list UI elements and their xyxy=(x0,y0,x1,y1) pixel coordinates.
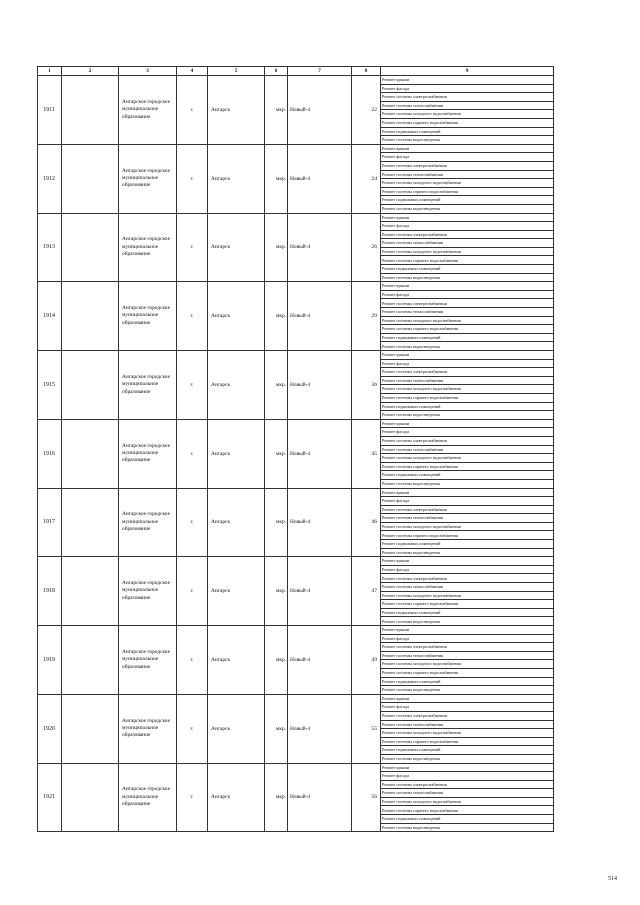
work-item: Ремонт системы водоотведения xyxy=(381,823,554,832)
work-item: Ремонт системы горячего водоснабжения xyxy=(381,737,554,746)
work-item: Ремонт системы горячего водоснабжения xyxy=(381,187,554,196)
row-number: 1918 xyxy=(38,557,62,626)
house-number: 56 xyxy=(352,763,381,832)
municipality-name: Ангарское городское муниципальное образование xyxy=(119,282,177,351)
table-row xyxy=(38,76,554,85)
work-item: Ремонт крыши xyxy=(381,144,554,153)
work-item: Ремонт подвальных помещений xyxy=(381,815,554,824)
street-name: Новый-4 xyxy=(288,419,352,488)
work-item: Ремонт системы электроснабжения xyxy=(381,161,554,170)
work-item: Ремонт системы водоотведения xyxy=(381,479,554,488)
work-item: Ремонт фасада xyxy=(381,772,554,781)
table-row xyxy=(38,694,554,703)
house-number: 49 xyxy=(352,626,381,695)
work-item: Ремонт системы водоотведения xyxy=(381,342,554,351)
work-item: Ремонт системы горячего водоснабжения xyxy=(381,256,554,265)
header-col-2: 2 xyxy=(62,67,119,76)
work-item: Ремонт системы теплоснабжения xyxy=(381,789,554,798)
street-type: мкр. xyxy=(265,419,288,488)
work-item: Ремонт системы холодного водоснабжения xyxy=(381,522,554,531)
house-number: 24 xyxy=(352,144,381,213)
table-row xyxy=(38,213,554,222)
table-row xyxy=(38,282,554,291)
work-item: Ремонт фасада xyxy=(381,359,554,368)
work-item: Ремонт подвальных помещений xyxy=(381,265,554,274)
street-name: Новый-4 xyxy=(288,351,352,420)
work-item: Ремонт системы электроснабжения xyxy=(381,711,554,720)
table-row xyxy=(38,626,554,635)
row-empty-col xyxy=(62,76,119,145)
municipality-name: Ангарское городское муниципальное образование xyxy=(119,557,177,626)
settlement-name: Ангарск xyxy=(208,213,265,282)
work-item: Ремонт подвальных помещений xyxy=(381,333,554,342)
work-item: Ремонт системы теплоснабжения xyxy=(381,239,554,248)
row-number: 1920 xyxy=(38,694,62,763)
house-number: 45 xyxy=(352,419,381,488)
settlement-name: Ангарск xyxy=(208,144,265,213)
work-item: Ремонт системы электроснабжения xyxy=(381,574,554,583)
work-item: Ремонт системы холодного водоснабжения xyxy=(381,591,554,600)
street-name: Новый-4 xyxy=(288,76,352,145)
row-empty-col xyxy=(62,763,119,832)
header-col-9: 9 xyxy=(381,67,554,76)
row-number: 1916 xyxy=(38,419,62,488)
work-item: Ремонт подвальных помещений xyxy=(381,127,554,136)
work-item: Ремонт системы холодного водоснабжения xyxy=(381,179,554,188)
street-type: мкр. xyxy=(265,626,288,695)
work-item: Ремонт системы теплоснабжения xyxy=(381,583,554,592)
work-item: Ремонт системы теплоснабжения xyxy=(381,445,554,454)
table-row xyxy=(38,488,554,497)
work-item: Ремонт системы теплоснабжения xyxy=(381,308,554,317)
work-item: Ремонт крыши xyxy=(381,282,554,291)
street-name: Новый-4 xyxy=(288,213,352,282)
settlement-type: г. xyxy=(177,763,208,832)
work-item: Ремонт подвальных помещений xyxy=(381,196,554,205)
row-empty-col xyxy=(62,213,119,282)
work-item: Ремонт системы холодного водоснабжения xyxy=(381,385,554,394)
street-name: Новый-4 xyxy=(288,557,352,626)
header-col-4: 4 xyxy=(177,67,208,76)
work-item: Ремонт системы теплоснабжения xyxy=(381,514,554,523)
work-item: Ремонт системы водоотведения xyxy=(381,617,554,626)
work-item: Ремонт системы холодного водоснабжения xyxy=(381,316,554,325)
municipality-name: Ангарское городское муниципальное образование xyxy=(119,763,177,832)
street-type: мкр. xyxy=(265,144,288,213)
work-item: Ремонт фасада xyxy=(381,634,554,643)
work-item: Ремонт крыши xyxy=(381,694,554,703)
work-item: Ремонт системы электроснабжения xyxy=(381,643,554,652)
row-number: 1919 xyxy=(38,626,62,695)
header-col-3: 3 xyxy=(119,67,177,76)
settlement-name: Ангарск xyxy=(208,351,265,420)
work-item: Ремонт фасада xyxy=(381,222,554,231)
street-type: мкр. xyxy=(265,557,288,626)
street-type: мкр. xyxy=(265,351,288,420)
header-col-7: 7 xyxy=(288,67,352,76)
house-number: 55 xyxy=(352,694,381,763)
work-item: Ремонт фасада xyxy=(381,565,554,574)
municipality-name: Ангарское городское муниципальное образование xyxy=(119,626,177,695)
settlement-type: г. xyxy=(177,694,208,763)
row-number: 1915 xyxy=(38,351,62,420)
settlement-type: г. xyxy=(177,282,208,351)
work-item: Ремонт системы холодного водоснабжения xyxy=(381,729,554,738)
work-item: Ремонт системы теплоснабжения xyxy=(381,170,554,179)
row-empty-col xyxy=(62,351,119,420)
table-row xyxy=(38,763,554,772)
settlement-name: Ангарск xyxy=(208,282,265,351)
settlement-type: г. xyxy=(177,144,208,213)
work-item: Ремонт системы водоотведения xyxy=(381,754,554,763)
house-number: 47 xyxy=(352,557,381,626)
street-name: Новый-4 xyxy=(288,763,352,832)
settlement-name: Ангарск xyxy=(208,419,265,488)
work-item: Ремонт системы холодного водоснабжения xyxy=(381,660,554,669)
street-name: Новый-4 xyxy=(288,488,352,557)
street-name: Новый-4 xyxy=(288,144,352,213)
work-item: Ремонт системы водоотведения xyxy=(381,136,554,145)
table-row xyxy=(38,419,554,428)
work-item: Ремонт системы водоотведения xyxy=(381,548,554,557)
header-col-6: 6 xyxy=(265,67,288,76)
row-number: 1911 xyxy=(38,76,62,145)
work-item: Ремонт крыши xyxy=(381,351,554,360)
table-body xyxy=(38,76,554,832)
row-number: 1921 xyxy=(38,763,62,832)
repair-program-table xyxy=(37,66,554,832)
row-number: 1912 xyxy=(38,144,62,213)
work-item: Ремонт подвальных помещений xyxy=(381,402,554,411)
table-row xyxy=(38,557,554,566)
work-item: Ремонт фасада xyxy=(381,84,554,93)
row-empty-col xyxy=(62,694,119,763)
street-name: Новый-4 xyxy=(288,626,352,695)
header-col-5: 5 xyxy=(208,67,265,76)
row-empty-col xyxy=(62,282,119,351)
work-item: Ремонт системы водоотведения xyxy=(381,411,554,420)
work-item: Ремонт системы электроснабжения xyxy=(381,230,554,239)
settlement-type: г. xyxy=(177,213,208,282)
settlement-type: г. xyxy=(177,626,208,695)
row-empty-col xyxy=(62,488,119,557)
work-item: Ремонт крыши xyxy=(381,626,554,635)
header-col-8: 8 xyxy=(352,67,381,76)
page-number: 514 xyxy=(608,876,617,882)
row-empty-col xyxy=(62,626,119,695)
work-item: Ремонт системы теплоснабжения xyxy=(381,720,554,729)
house-number: 36 xyxy=(352,351,381,420)
settlement-name: Ангарск xyxy=(208,488,265,557)
work-item: Ремонт системы горячего водоснабжения xyxy=(381,806,554,815)
work-item: Ремонт крыши xyxy=(381,213,554,222)
work-item: Ремонт подвальных помещений xyxy=(381,677,554,686)
work-item: Ремонт системы теплоснабжения xyxy=(381,101,554,110)
work-item: Ремонт системы холодного водоснабжения xyxy=(381,110,554,119)
settlement-name: Ангарск xyxy=(208,76,265,145)
street-type: мкр. xyxy=(265,76,288,145)
work-item: Ремонт крыши xyxy=(381,763,554,772)
work-item: Ремонт системы водоотведения xyxy=(381,204,554,213)
work-item: Ремонт системы горячего водоснабжения xyxy=(381,600,554,609)
work-item: Ремонт подвальных помещений xyxy=(381,471,554,480)
settlement-name: Ангарск xyxy=(208,626,265,695)
settlement-type: г. xyxy=(177,488,208,557)
work-item: Ремонт подвальных помещений xyxy=(381,746,554,755)
work-item: Ремонт системы холодного водоснабжения xyxy=(381,797,554,806)
settlement-type: г. xyxy=(177,557,208,626)
work-item: Ремонт крыши xyxy=(381,488,554,497)
work-item: Ремонт фасада xyxy=(381,497,554,506)
header-col-1: 1 xyxy=(38,67,62,76)
work-item: Ремонт системы горячего водоснабжения xyxy=(381,668,554,677)
work-item: Ремонт системы электроснабжения xyxy=(381,368,554,377)
row-number: 1917 xyxy=(38,488,62,557)
municipality-name: Ангарское городское муниципальное образование xyxy=(119,351,177,420)
settlement-type: г. xyxy=(177,351,208,420)
work-item: Ремонт системы электроснабжения xyxy=(381,436,554,445)
work-item: Ремонт системы горячего водоснабжения xyxy=(381,118,554,127)
table-row xyxy=(38,351,554,360)
municipality-name: Ангарское городское муниципальное образование xyxy=(119,488,177,557)
work-item: Ремонт фасада xyxy=(381,153,554,162)
work-item: Ремонт системы электроснабжения xyxy=(381,93,554,102)
municipality-name: Ангарское городское муниципальное образование xyxy=(119,213,177,282)
work-item: Ремонт подвальных помещений xyxy=(381,540,554,549)
street-name: Новый-4 xyxy=(288,694,352,763)
work-item: Ремонт крыши xyxy=(381,419,554,428)
municipality-name: Ангарское городское муниципальное образование xyxy=(119,694,177,763)
street-type: мкр. xyxy=(265,488,288,557)
settlement-name: Ангарск xyxy=(208,557,265,626)
work-item: Ремонт системы холодного водоснабжения xyxy=(381,454,554,463)
municipality-name: Ангарское городское муниципальное образование xyxy=(119,144,177,213)
street-type: мкр. xyxy=(265,213,288,282)
municipality-name: Ангарское городское муниципальное образование xyxy=(119,76,177,145)
header-row xyxy=(38,67,554,76)
work-item: Ремонт системы горячего водоснабжения xyxy=(381,325,554,334)
street-name: Новый-4 xyxy=(288,282,352,351)
table-row xyxy=(38,144,554,153)
work-item: Ремонт системы теплоснабжения xyxy=(381,376,554,385)
settlement-type: г. xyxy=(177,76,208,145)
street-type: мкр. xyxy=(265,763,288,832)
house-number: 29 xyxy=(352,282,381,351)
work-item: Ремонт системы водоотведения xyxy=(381,686,554,695)
street-type: мкр. xyxy=(265,282,288,351)
row-empty-col xyxy=(62,419,119,488)
row-number: 1914 xyxy=(38,282,62,351)
street-type: мкр. xyxy=(265,694,288,763)
municipality-name: Ангарское городское муниципальное образование xyxy=(119,419,177,488)
work-item: Ремонт системы водоотведения xyxy=(381,273,554,282)
work-item: Ремонт фасада xyxy=(381,290,554,299)
work-item: Ремонт системы холодного водоснабжения xyxy=(381,247,554,256)
work-item: Ремонт системы горячего водоснабжения xyxy=(381,462,554,471)
work-item: Ремонт системы электроснабжения xyxy=(381,299,554,308)
settlement-name: Ангарск xyxy=(208,694,265,763)
work-item: Ремонт крыши xyxy=(381,76,554,85)
settlement-type: г. xyxy=(177,419,208,488)
work-item: Ремонт подвальных помещений xyxy=(381,608,554,617)
settlement-name: Ангарск xyxy=(208,763,265,832)
work-item: Ремонт системы электроснабжения xyxy=(381,780,554,789)
house-number: 26 xyxy=(352,213,381,282)
work-item: Ремонт фасада xyxy=(381,703,554,712)
row-number: 1913 xyxy=(38,213,62,282)
house-number: 46 xyxy=(352,488,381,557)
work-item: Ремонт системы горячего водоснабжения xyxy=(381,393,554,402)
work-item: Ремонт системы горячего водоснабжения xyxy=(381,531,554,540)
work-item: Ремонт крыши xyxy=(381,557,554,566)
work-item: Ремонт системы теплоснабжения xyxy=(381,651,554,660)
house-number: 22 xyxy=(352,76,381,145)
work-item: Ремонт системы электроснабжения xyxy=(381,505,554,514)
row-empty-col xyxy=(62,144,119,213)
work-item: Ремонт фасада xyxy=(381,428,554,437)
row-empty-col xyxy=(62,557,119,626)
